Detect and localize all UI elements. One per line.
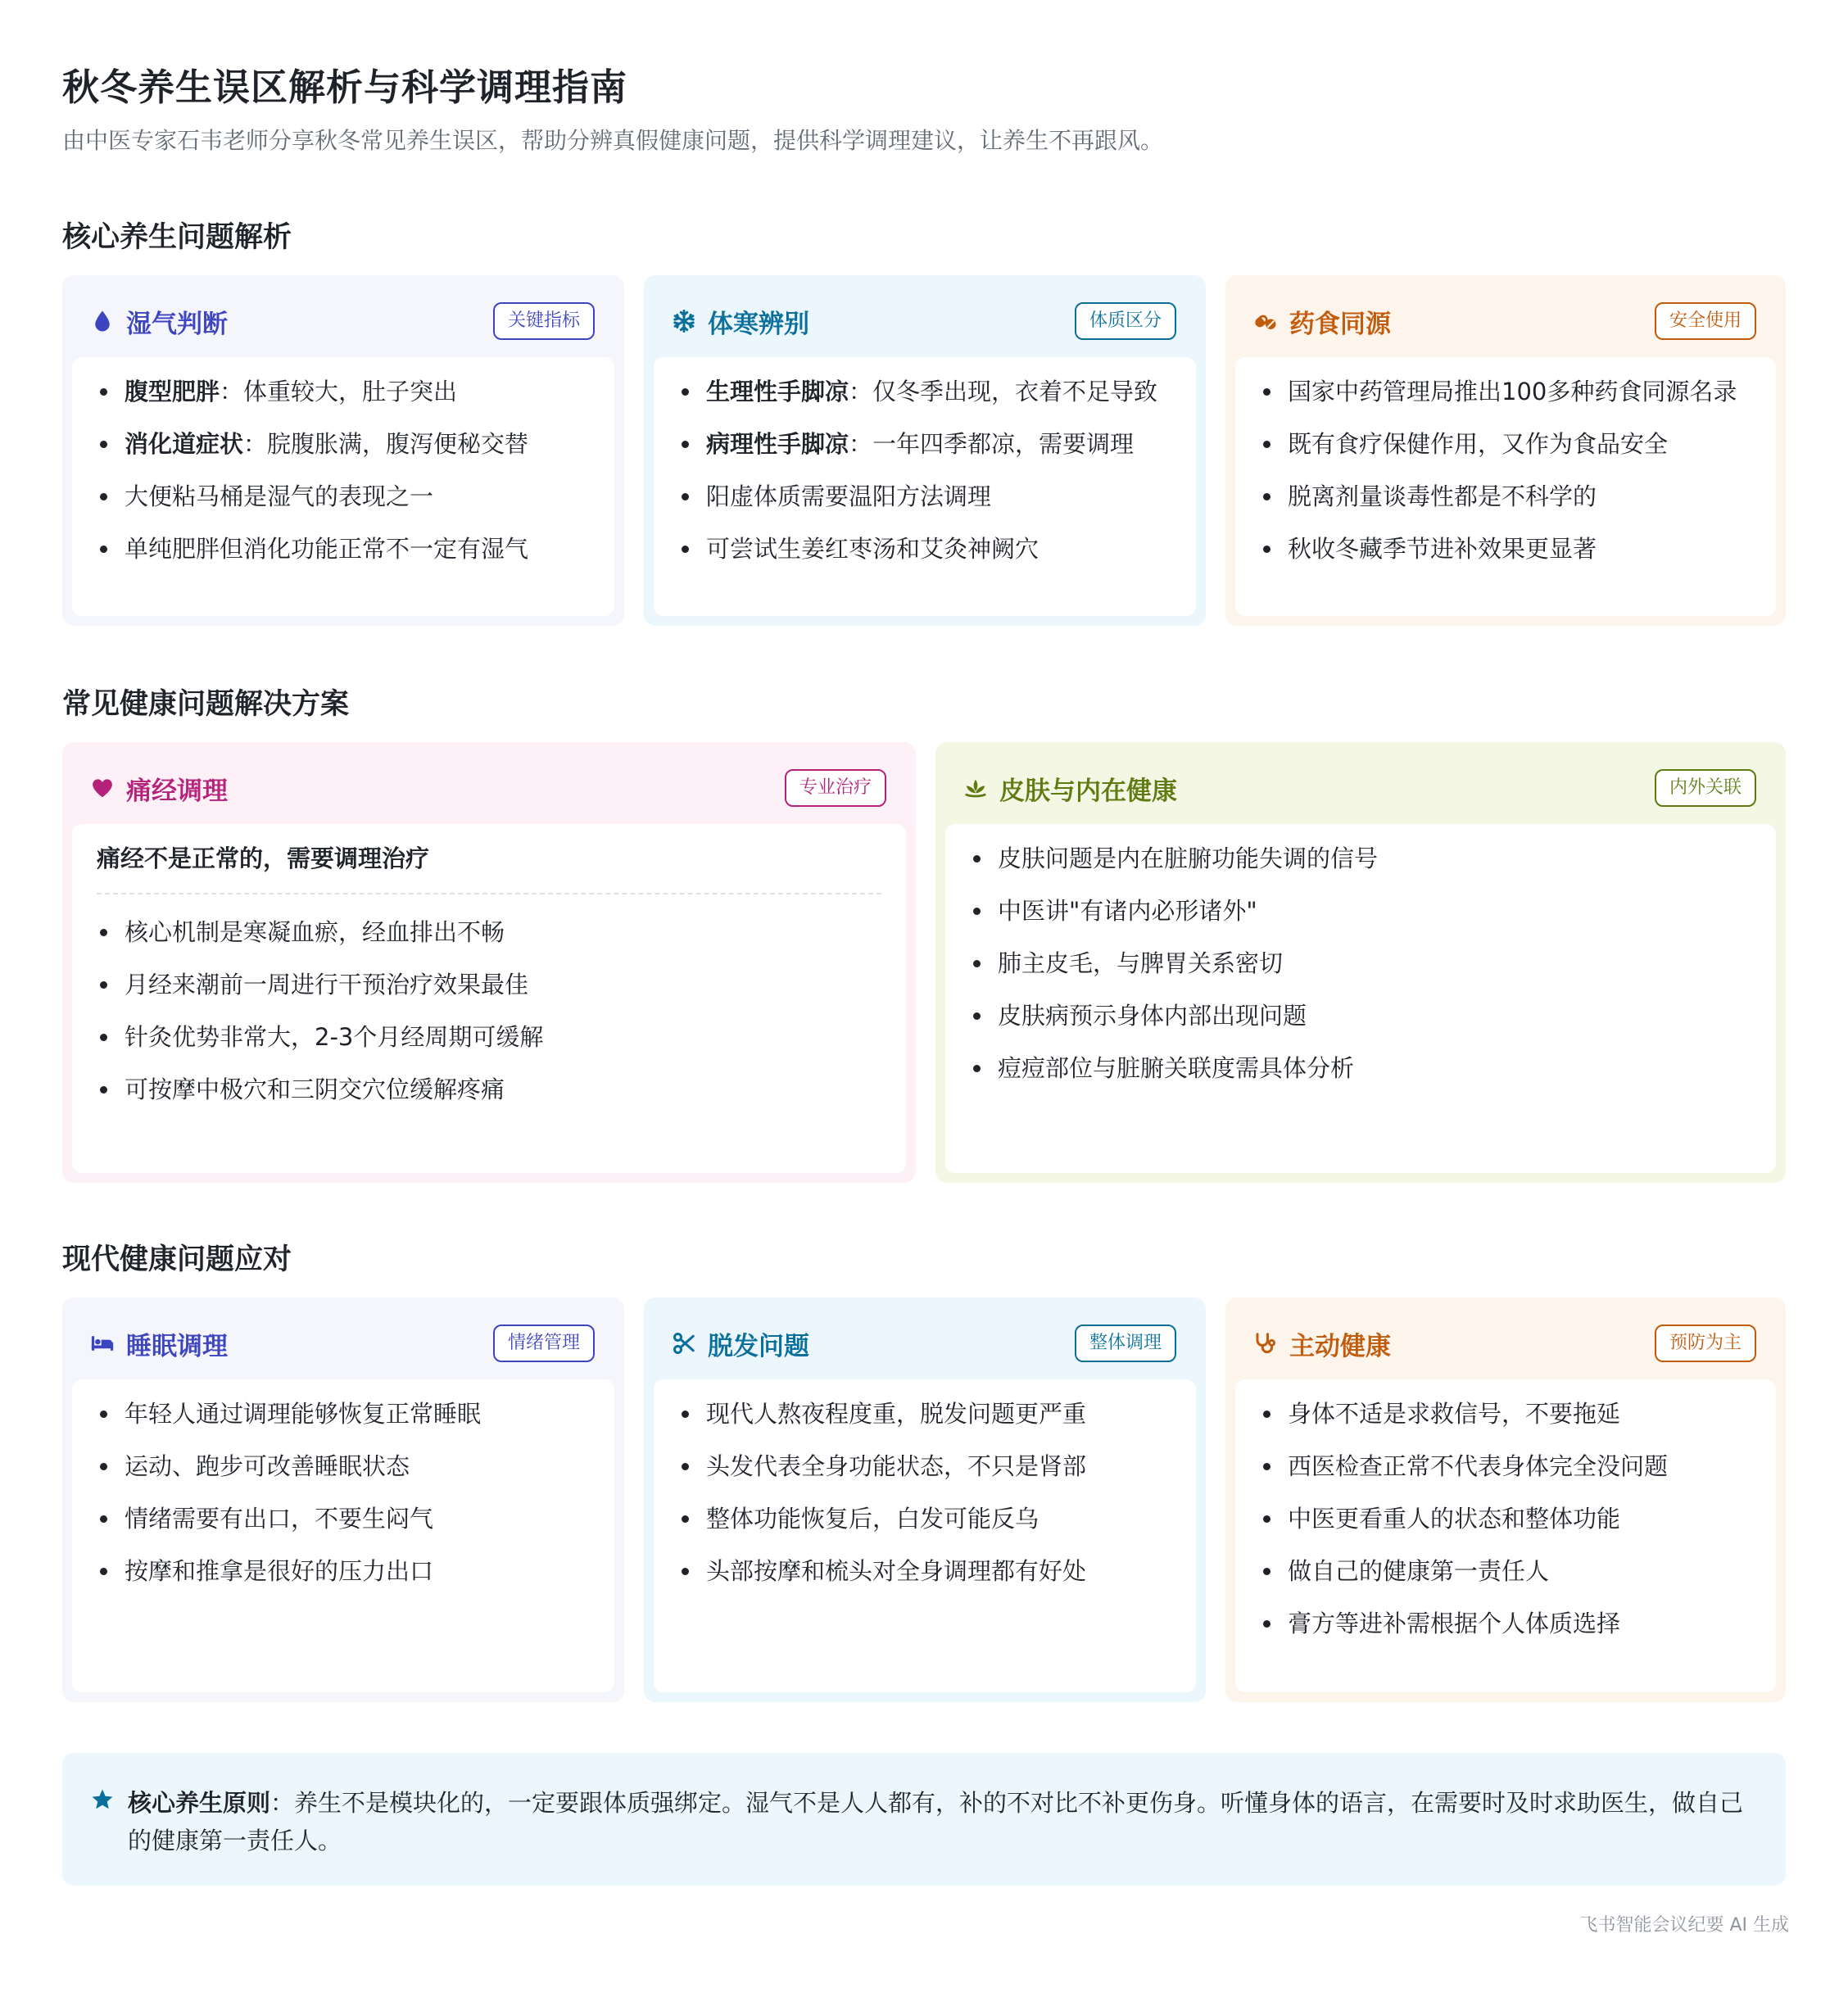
card-badge: 专业治疗: [785, 769, 886, 807]
card-header: [72, 1307, 614, 1379]
card-body: [72, 357, 614, 616]
list-item: 针灸优势非常大，2-3个月经周期可缓解: [97, 1021, 881, 1053]
footer-credit: 飞书智能会议纪要 AI 生成: [1579, 1915, 1789, 1936]
card-body: [654, 1379, 1196, 1692]
section-title-solutions: 常见健康问题解决方案: [62, 688, 350, 721]
card-body-cold: [644, 275, 1206, 626]
card-body: [654, 357, 1196, 616]
card-badge: 体质区分: [1075, 302, 1176, 340]
card-skin-health: [935, 742, 1786, 1183]
list-item: 大便粘马桶是湿气的表现之一: [97, 480, 590, 513]
list-item: 运动、跑步可改善睡眠状态: [97, 1450, 590, 1483]
card-badge: 安全使用: [1655, 302, 1756, 340]
list-item: 情绪需要有出口，不要生闷气: [97, 1502, 590, 1535]
list-item: 可尝试生姜红枣汤和艾灸神阙穴: [678, 532, 1171, 565]
pills-icon: [1253, 309, 1278, 333]
card-header: [1235, 285, 1776, 357]
core-principle-box: [62, 1753, 1786, 1886]
list-item: 核心机制是寒凝血瘀，经血排出不畅: [97, 916, 881, 949]
water-drop-icon: [90, 309, 115, 333]
card-title: 睡眠调理: [126, 1331, 228, 1361]
card-title: 皮肤与内在健康: [999, 776, 1177, 806]
list-item: 身体不适是求救信号，不要拖延: [1260, 1397, 1751, 1430]
card-hair-loss: [644, 1297, 1206, 1702]
card-title: 主动健康: [1289, 1331, 1391, 1361]
list-item: 膏方等进补需根据个人体质选择: [1260, 1607, 1751, 1640]
list-item: 西医检查正常不代表身体完全没问题: [1260, 1450, 1751, 1483]
card-header: [1235, 1307, 1776, 1379]
bed-icon: [90, 1331, 115, 1356]
card-dampness: [62, 275, 624, 626]
list-item: 生理性手脚凉：仅冬季出现，衣着不足导致: [678, 375, 1171, 408]
card-food-medicine: [1225, 275, 1786, 626]
list-item: 病理性手脚凉：一年四季都凉，需要调理: [678, 428, 1171, 460]
list-item: 现代人熬夜程度重，脱发问题更严重: [678, 1397, 1171, 1430]
card-lead: 痛经不是正常的，需要调理治疗: [97, 842, 881, 894]
card-title: 药食同源: [1289, 309, 1391, 339]
card-title: 湿气判断: [126, 309, 228, 339]
card-sleep: [62, 1297, 624, 1702]
scissors-icon: [672, 1331, 696, 1356]
card-title: 痛经调理: [126, 776, 228, 806]
list-item: 月经来潮前一周进行干预治疗效果最佳: [97, 968, 881, 1001]
card-header: [72, 752, 906, 824]
page-title: 秋冬养生误区解析与科学调理指南: [62, 66, 628, 109]
list-item: 皮肤问题是内在脏腑功能失调的信号: [970, 842, 1751, 875]
list-item: 可按摩中极穴和三阴交穴位缓解疼痛: [97, 1073, 881, 1106]
card-body: [1235, 357, 1776, 616]
list-item: 国家中药管理局推出100多种药食同源名录: [1260, 375, 1751, 408]
spa-lotus-icon: [963, 776, 988, 800]
page-subtitle: 由中医专家石韦老师分享秋冬常见养生误区，帮助分辨真假健康问题，提供科学调理建议，让养生不再跟风。: [62, 127, 1164, 154]
list-item: 肺主皮毛，与脾胃关系密切: [970, 947, 1751, 980]
list-item: 单纯肥胖但消化功能正常不一定有湿气: [97, 532, 590, 565]
card-title: 脱发问题: [708, 1331, 809, 1361]
card-body: [72, 1379, 614, 1692]
list-item: 年轻人通过调理能够恢复正常睡眠: [97, 1397, 590, 1430]
card-dysmenorrhea: [62, 742, 916, 1183]
list-item: 既有食疗保健作用，又作为食品安全: [1260, 428, 1751, 460]
card-proactive-health: [1225, 1297, 1786, 1702]
card-badge: 内外关联: [1655, 769, 1756, 807]
principle-text: 核心养生原则：养生不是模块化的，一定要跟体质强绑定。湿气不是人人都有，补的不对比不补更伤身。听懂身体的语言，在需要时及时求助医生，做自己的健康第一责任人。: [128, 1789, 1744, 1854]
list-item: 头发代表全身功能状态，不只是肾部: [678, 1450, 1171, 1483]
list-item: 做自己的健康第一责任人: [1260, 1555, 1751, 1587]
list-item: 按摩和推拿是很好的压力出口: [97, 1555, 590, 1587]
list-item: 秋收冬藏季节进补效果更显著: [1260, 532, 1751, 565]
list-item: 皮肤病预示身体内部出现问题: [970, 999, 1751, 1032]
list-item: 痘痘部位与脏腑关联度需具体分析: [970, 1052, 1751, 1085]
card-title: 体寒辨别: [708, 309, 809, 339]
list-item: 整体功能恢复后，白发可能反乌: [678, 1502, 1171, 1535]
card-badge: 关键指标: [493, 302, 595, 340]
list-item: 头部按摩和梳头对全身调理都有好处: [678, 1555, 1171, 1587]
list-item: 腹型肥胖：体重较大，肚子突出: [97, 375, 590, 408]
list-item: 消化道症状：脘腹胀满，腹泻便秘交替: [97, 428, 590, 460]
card-header: [654, 285, 1196, 357]
list-item: 中医讲"有诸内必形诸外": [970, 894, 1751, 927]
card-badge: 情绪管理: [493, 1325, 595, 1362]
list-item: 阳虚体质需要温阳方法调理: [678, 480, 1171, 513]
card-header: [945, 752, 1776, 824]
card-badge: 整体调理: [1075, 1325, 1176, 1362]
heart-icon: [90, 776, 115, 800]
card-body: [72, 824, 906, 1173]
card-body: [945, 824, 1776, 1173]
list-item: 脱离剂量谈毒性都是不科学的: [1260, 480, 1751, 513]
card-body: [1235, 1379, 1776, 1692]
card-header: [72, 285, 614, 357]
principle-label: 核心养生原则: [128, 1789, 271, 1817]
card-badge: 预防为主: [1655, 1325, 1756, 1362]
section-title-modern: 现代健康问题应对: [62, 1243, 292, 1276]
card-header: [654, 1307, 1196, 1379]
snowflake-icon: [672, 309, 696, 333]
section-title-core: 核心养生问题解析: [62, 221, 292, 254]
star-icon: [90, 1784, 128, 1886]
list-item: 中医更看重人的状态和整体功能: [1260, 1502, 1751, 1535]
stethoscope-icon: [1253, 1331, 1278, 1356]
